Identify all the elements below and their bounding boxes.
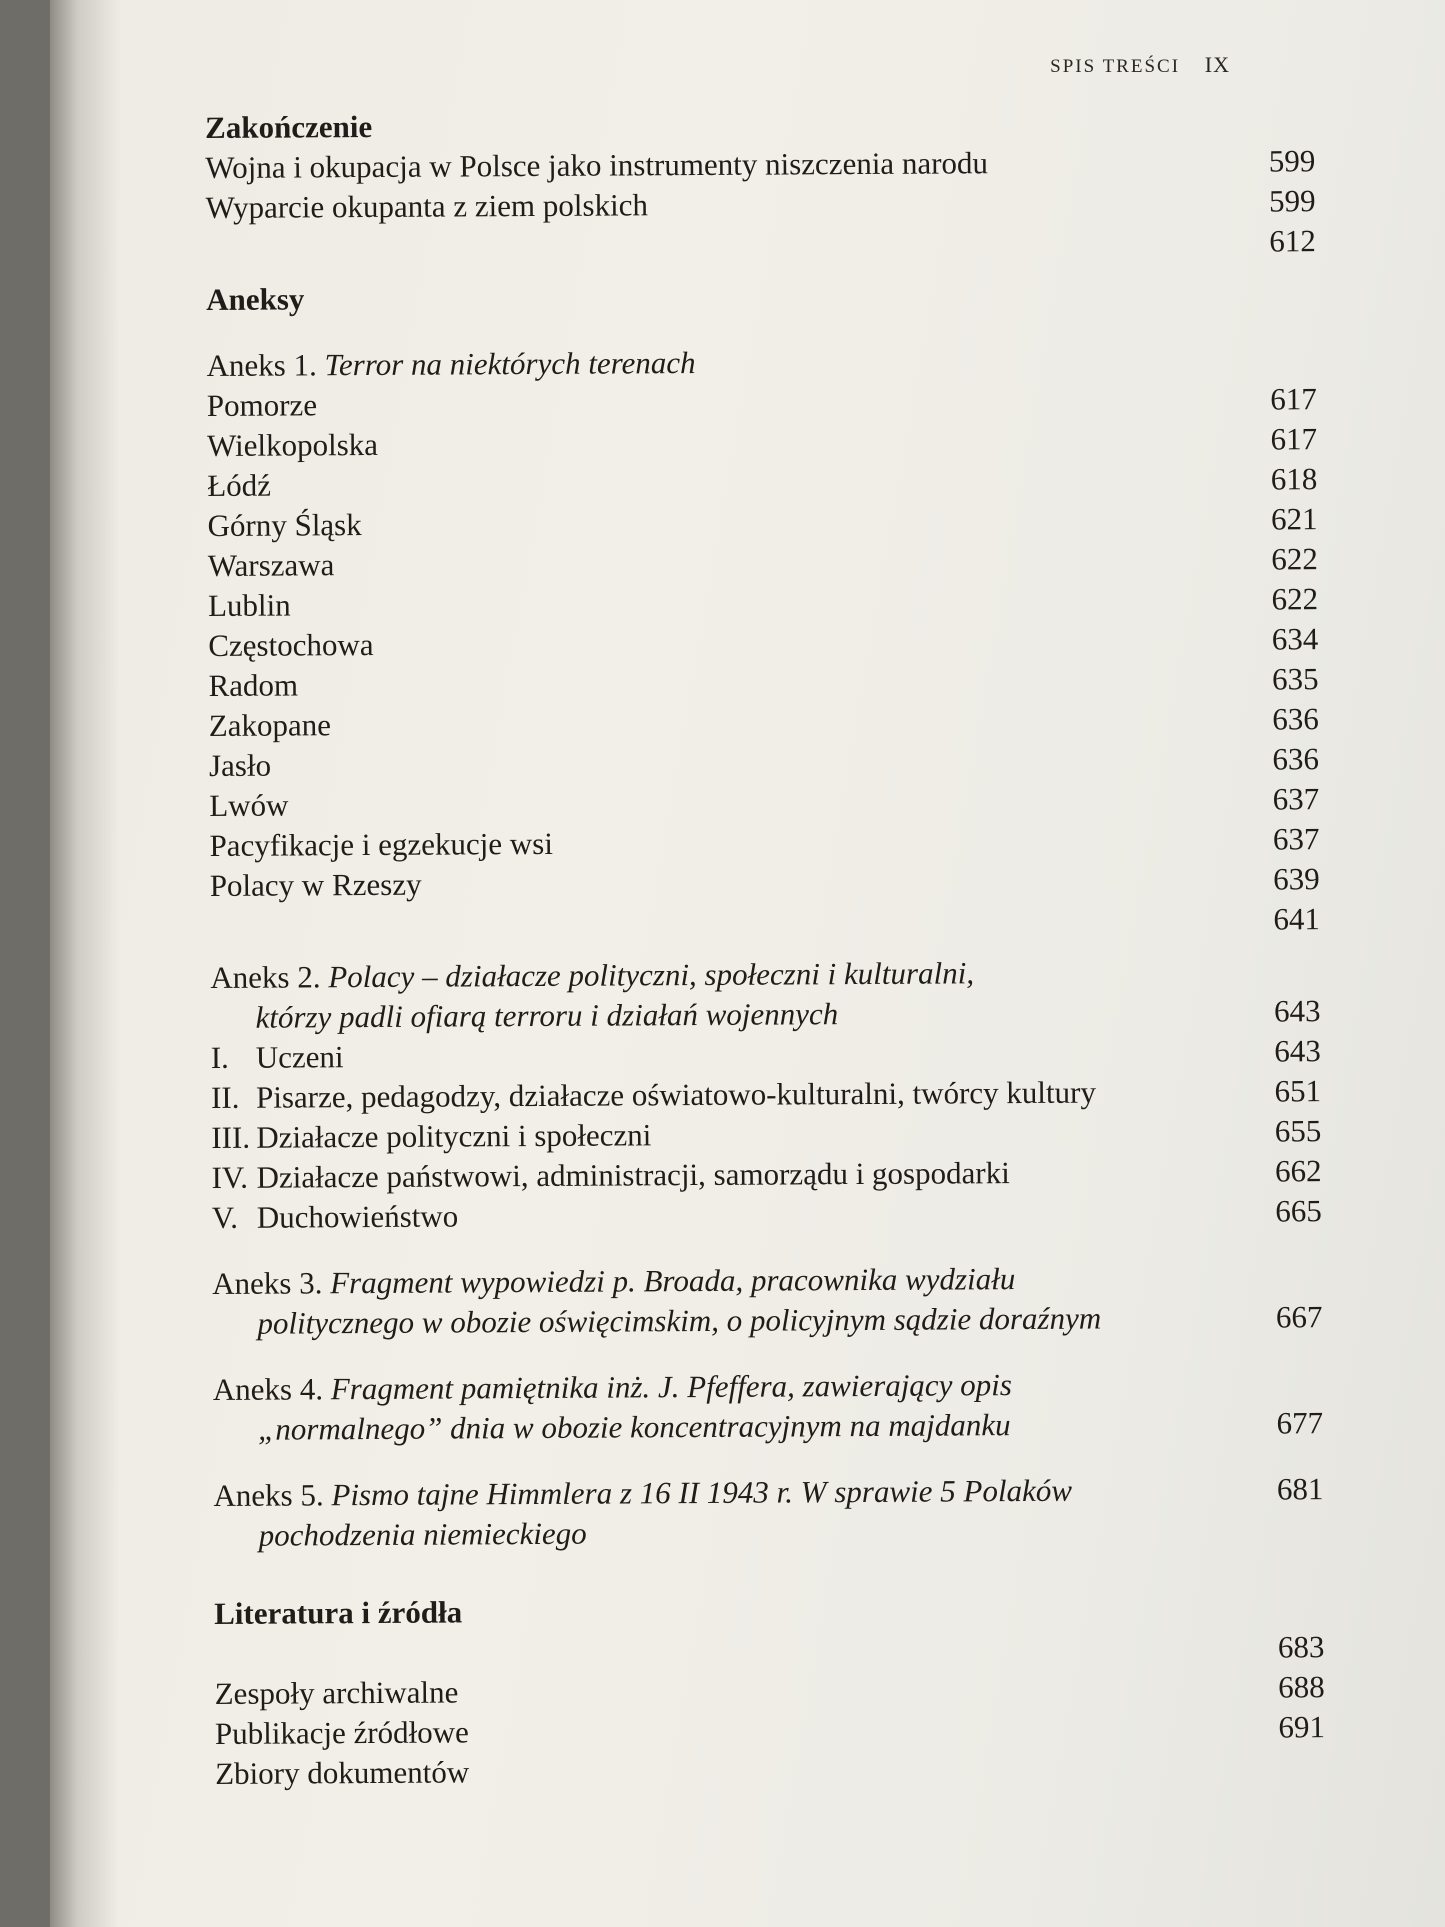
entry-page: 662 [1274, 1153, 1322, 1189]
heading-literatura-row[interactable] [214, 1587, 1324, 1634]
entry-label: Duchowieństwo [256, 1198, 459, 1235]
aneks-2-title-cont[interactable] [210, 991, 1320, 1038]
running-title: SPIS TREŚCI [1050, 56, 1181, 77]
entry-label: Polacy w Rzeszy [209, 866, 422, 903]
entry-page: 683 [1277, 1629, 1325, 1665]
entry-page: 636 [1272, 701, 1319, 737]
toc-entry[interactable] [208, 579, 1318, 626]
entry-page: 622 [1271, 581, 1319, 617]
aneks-4-prefix: Aneks 4. [212, 1371, 324, 1407]
aneks-2-title[interactable] [210, 951, 1320, 998]
entry-label: Lublin [207, 587, 291, 623]
aneks-3-title-line1: Fragment wypowiedzi p. Broada, pracownika wydziału [330, 1261, 1016, 1301]
book-page [50, 0, 1445, 1927]
toc-entry[interactable] [207, 499, 1317, 546]
entry-label: Zbiory dokumentów [215, 1754, 470, 1791]
entry-page: 637 [1272, 781, 1320, 817]
entry-label: Łódź [207, 467, 272, 503]
entry-page: 637 [1272, 821, 1320, 857]
entry-number: V. [211, 1199, 239, 1235]
aneks-5-title-cont[interactable] [214, 1509, 1324, 1556]
entry-page: 636 [1272, 741, 1320, 777]
toc-entry[interactable] [209, 739, 1319, 786]
aneks-5-prefix: Aneks 5. [213, 1477, 324, 1513]
aneks-2-prefix: Aneks 2. [210, 959, 321, 995]
toc-entry[interactable] [205, 141, 1315, 188]
toc-entry[interactable] [215, 1747, 1325, 1794]
entry-page: 643 [1274, 1033, 1321, 1069]
toc-entry [210, 899, 1320, 946]
entry-number: I. [210, 1039, 229, 1075]
entry-label: Wielkopolska [206, 426, 379, 463]
aneks-3-title-line2: politycznego w obozie oświęcimskim, o policyjnym sądzie doraźnym [257, 1300, 1102, 1341]
entry-label: Górny Śląsk [207, 507, 362, 543]
entry-page: 635 [1271, 661, 1319, 697]
entry-page: 617 [1270, 381, 1317, 417]
toc-entry[interactable] [211, 1071, 1321, 1118]
toc-entry [214, 1627, 1324, 1674]
aneks-3-title[interactable] [212, 1257, 1322, 1304]
entry-label: Częstochowa [208, 626, 374, 663]
toc-entry[interactable] [210, 859, 1320, 906]
toc-entry[interactable] [207, 379, 1317, 426]
toc-entry [206, 221, 1316, 268]
aneks-5-title-line1: Pismo tajne Himmlera z 16 II 1943 r. W sprawie 5 Polaków [331, 1472, 1073, 1513]
heading-aneksy: Aneksy [206, 281, 305, 317]
toc-entry[interactable] [215, 1707, 1325, 1754]
toc-entry[interactable] [212, 1191, 1322, 1238]
entry-page: 691 [1278, 1709, 1326, 1745]
entry-page: 599 [1268, 183, 1316, 219]
aneks-4-title[interactable] [213, 1363, 1323, 1410]
toc-entry[interactable] [209, 779, 1319, 826]
entry-label: Warszawa [207, 547, 335, 583]
toc-entry[interactable] [208, 619, 1318, 666]
entry-page: 612 [1269, 223, 1316, 259]
aneks-1-prefix: Aneks 1. [206, 347, 317, 383]
entry-page: 677 [1276, 1405, 1324, 1441]
entry-label: Wyparcie okupanta z ziem polskich [205, 187, 649, 225]
entry-page: 688 [1278, 1669, 1325, 1705]
folio: IX [1204, 52, 1230, 77]
entry-label: Pisarze, pedagodzy, działacze oświatowo-kulturalni, twórcy kultury [255, 1074, 1097, 1115]
entry-label: Wojna i okupacja w Polsce jako instrumenty niszczenia narodu [205, 145, 989, 185]
entry-label: Pomorze [206, 387, 318, 423]
entry-label: Pacyfikacje i egzekucje wsi [209, 825, 554, 863]
aneks-1-title[interactable] [206, 339, 1316, 386]
entry-page: 617 [1270, 421, 1318, 457]
toc-entry[interactable] [205, 181, 1315, 228]
toc-entry[interactable] [208, 659, 1318, 706]
table-of-contents [205, 101, 1325, 1794]
entry-page: 667 [1275, 1299, 1323, 1335]
aneks-3-prefix: Aneks 3. [212, 1265, 323, 1301]
entry-label: Lwów [209, 787, 289, 823]
entry-number: III. [211, 1119, 251, 1155]
aneks-2-title-line2: którzy padli ofiarą terroru i działań wojennych [255, 996, 839, 1035]
toc-entry[interactable] [215, 1667, 1325, 1714]
aneks-4-title-cont[interactable] [213, 1403, 1323, 1450]
toc-entry[interactable] [207, 419, 1317, 466]
entry-label: Działacze polityczni i społeczni [256, 1117, 652, 1155]
aneks-3-title-cont[interactable] [212, 1297, 1322, 1344]
toc-entry[interactable] [211, 1031, 1321, 1078]
toc-entry[interactable] [211, 1151, 1321, 1198]
entry-label: Zespoły archiwalne [214, 1674, 459, 1711]
entry-label: Radom [208, 667, 299, 703]
entry-label: Uczeni [255, 1039, 344, 1075]
aneks-5-title[interactable] [213, 1469, 1323, 1516]
entry-page: 655 [1274, 1113, 1322, 1149]
entry-label: Jasło [208, 747, 272, 783]
entry-page: 634 [1271, 621, 1319, 657]
toc-entry[interactable] [209, 819, 1319, 866]
entry-page: 622 [1271, 541, 1318, 577]
entry-page: 651 [1274, 1073, 1322, 1109]
book-gutter [50, 0, 120, 1927]
entry-number: II. [210, 1079, 240, 1115]
entry-page: 621 [1270, 501, 1318, 537]
entry-page: 599 [1268, 143, 1316, 179]
aneks-4-title-line1: Fragment pamiętnika inż. J. Pfeffera, zawierający opis [330, 1367, 1012, 1407]
aneks-1-name: Terror na niektórych terenach [324, 345, 696, 383]
heading-zakonczenie: Zakończenie [205, 108, 373, 145]
entry-page: 618 [1270, 461, 1318, 497]
entry-page: 665 [1275, 1193, 1322, 1229]
running-head [1050, 52, 1230, 78]
heading-literatura: Literatura i źródła [214, 1594, 463, 1631]
entry-page: 639 [1273, 861, 1320, 897]
entry-page: 641 [1273, 901, 1321, 937]
entry-label: Publikacje źródłowe [214, 1714, 469, 1751]
aneks-4-title-line2: „normalnego” dnia w obozie koncentracyjnym na majdanku [257, 1407, 1011, 1447]
toc-entry[interactable] [211, 1111, 1321, 1158]
aneks-2-title-line1: Polacy – działacze polityczni, społeczni i kulturalni, [328, 955, 975, 995]
toc-entry[interactable] [207, 459, 1317, 506]
entry-page: 643 [1273, 993, 1321, 1029]
entry-number: IV. [211, 1159, 249, 1195]
toc-entry[interactable] [208, 539, 1318, 586]
entry-page: 681 [1276, 1471, 1324, 1507]
entry-label: Działacze państwowi, administracji, samorządu i gospodarki [256, 1155, 1010, 1195]
toc-entry[interactable] [209, 699, 1319, 746]
entry-label: Zakopane [208, 707, 332, 743]
aneks-5-title-line2: pochodzenia niemieckiego [258, 1515, 587, 1553]
